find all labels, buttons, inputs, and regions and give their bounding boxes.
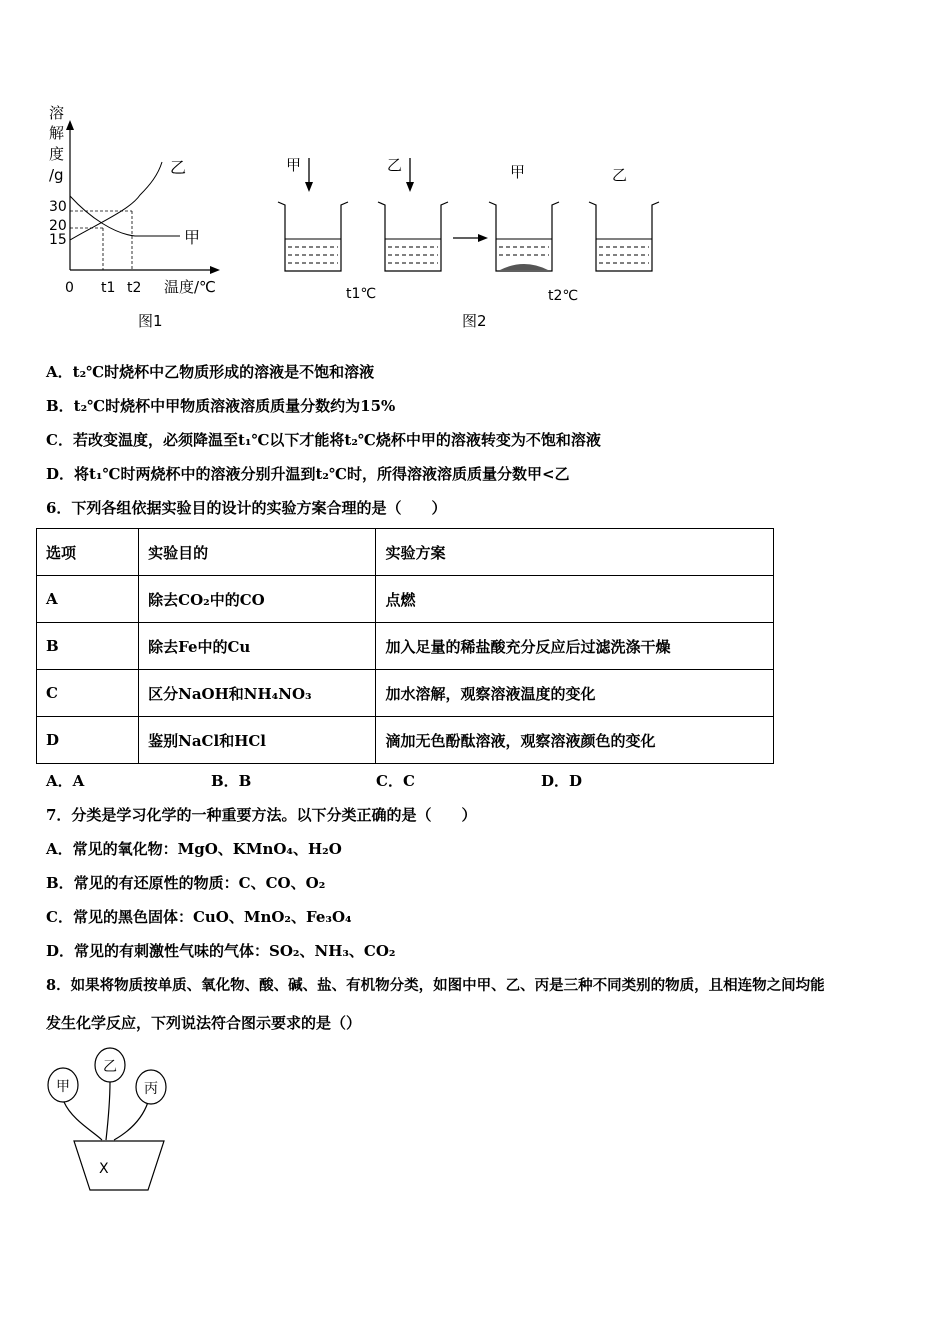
arrow-down-icon — [406, 182, 414, 192]
x-axis-arrow — [210, 266, 220, 274]
y-axis-arrow — [66, 120, 74, 130]
svg-text:/g: /g — [49, 166, 64, 184]
curve-jia-label: 甲 — [184, 228, 201, 247]
q6-table — [36, 528, 774, 764]
q6-stem: 6．下列各组依据实验目的设计的实验方案合理的是（ ） — [46, 499, 447, 517]
balloon-pot-diagram — [44, 1040, 179, 1195]
cell-option: B — [37, 623, 139, 670]
figure1-caption: 图1 — [138, 312, 163, 330]
balloon-bing-label: 丙 — [144, 1081, 158, 1097]
table-row — [37, 623, 774, 670]
temp-t1: t1℃ — [346, 286, 377, 302]
cell-option: C — [37, 670, 139, 717]
cell-option: A — [37, 576, 139, 623]
cell-option: D — [37, 717, 139, 764]
beaker-4 — [589, 202, 659, 271]
curve-yi-label: 乙 — [170, 158, 187, 177]
cell-plan: 点燃 — [376, 576, 774, 623]
cell-aim: 区分NaOH和NH₄NO₃ — [139, 670, 376, 717]
header-plan: 实验方案 — [376, 529, 774, 576]
label-yi: 乙 — [612, 166, 628, 184]
header-aim: 实验目的 — [139, 529, 376, 576]
q5-option-c: C．若改变温度，必须降温至t₁℃以下才能将t₂℃烧杯中甲的溶液转变为不饱和溶液 — [46, 431, 601, 449]
cell-aim: 鉴别NaCl和HCl — [139, 717, 376, 764]
ytick-15: 15 — [49, 232, 67, 248]
dashed-guides — [70, 211, 132, 270]
beakers-figure — [272, 150, 662, 335]
precipitate — [500, 264, 548, 270]
cell-plan: 加水溶解，观察溶液温度的变化 — [376, 670, 774, 717]
q5-option-d: D．将t₁℃时两烧杯中的溶液分别升温到t₂℃时，所得溶液溶质质量分数甲<乙 — [46, 465, 570, 483]
curve-jia — [70, 196, 180, 236]
cell-plan: 加入足量的稀盐酸充分反应后过滤洗涤干燥 — [376, 623, 774, 670]
solubility-chart — [40, 100, 240, 335]
table-row — [37, 670, 774, 717]
ytick-30: 30 — [49, 199, 67, 215]
q8-stem-line1: 8．如果将物质按单质、氧化物、酸、碱、盐、有机物分类，如图中甲、乙、丙是三种不同类别的物质，且相连物之间均能 — [46, 977, 825, 994]
y-axis-label — [49, 104, 64, 184]
svg-text:溶: 溶 — [49, 104, 65, 122]
beaker-1 — [278, 202, 348, 271]
figure2-caption: 图2 — [462, 312, 487, 330]
q7-option-c: C．常见的黑色固体：CuO、MnO₂、Fe₃O₄ — [46, 908, 352, 926]
pot — [74, 1141, 164, 1190]
q6-choice-a: A．A — [46, 772, 85, 790]
xtick-t1: t1 — [101, 280, 116, 296]
q7-stem: 7．分类是学习化学的一种重要方法。以下分类正确的是（ ） — [46, 806, 477, 824]
label-jia: 甲 — [510, 163, 526, 181]
temp-t2: t2℃ — [548, 288, 579, 304]
curve-yi — [70, 162, 162, 240]
beaker-2 — [378, 202, 448, 271]
arrow-down-icon — [305, 182, 313, 192]
header-option: 选项 — [37, 529, 139, 576]
cell-aim: 除去Fe中的Cu — [139, 623, 376, 670]
q5-option-b: B．t₂℃时烧杯中甲物质溶液溶质质量分数约为15% — [46, 397, 396, 415]
table-row — [37, 576, 774, 623]
xtick-0: 0 — [65, 280, 74, 296]
cell-plan: 滴加无色酚酞溶液，观察溶液颜色的变化 — [376, 717, 774, 764]
add-yi-label: 乙 — [387, 156, 403, 174]
q6-choice-b: B．B — [211, 772, 252, 790]
q6-choice-c: C．C — [376, 772, 415, 790]
x-axis-label: 温度/℃ — [164, 278, 216, 296]
svg-text:度: 度 — [49, 145, 65, 163]
q7-option-d: D．常见的有刺激性气味的气体：SO₂、NH₃、CO₂ — [46, 942, 396, 960]
arrow-right-icon — [478, 234, 488, 242]
q6-choice-d: D．D — [541, 772, 583, 790]
add-jia-label: 甲 — [286, 156, 302, 174]
cell-aim: 除去CO₂中的CO — [139, 576, 376, 623]
q7-option-a: A．常见的氧化物：MgO、KMnO₄、H₂O — [46, 840, 342, 858]
xtick-t2: t2 — [127, 280, 142, 296]
pot-label: X — [99, 1161, 109, 1177]
balloon-yi-label: 乙 — [103, 1059, 117, 1075]
q8-stem-line2: 发生化学反应，下列说法符合图示要求的是（） — [46, 1014, 362, 1032]
svg-text:解: 解 — [49, 124, 65, 142]
table-row — [37, 717, 774, 764]
q7-option-b: B．常见的有还原性的物质：C、CO、O₂ — [46, 874, 326, 892]
balloon-jia-label: 甲 — [56, 1079, 70, 1095]
beaker-3 — [489, 202, 559, 271]
ytick-20: 20 — [49, 218, 67, 234]
q5-option-a: A．t₂℃时烧杯中乙物质形成的溶液是不饱和溶液 — [46, 363, 375, 381]
table-header-row — [37, 529, 774, 576]
